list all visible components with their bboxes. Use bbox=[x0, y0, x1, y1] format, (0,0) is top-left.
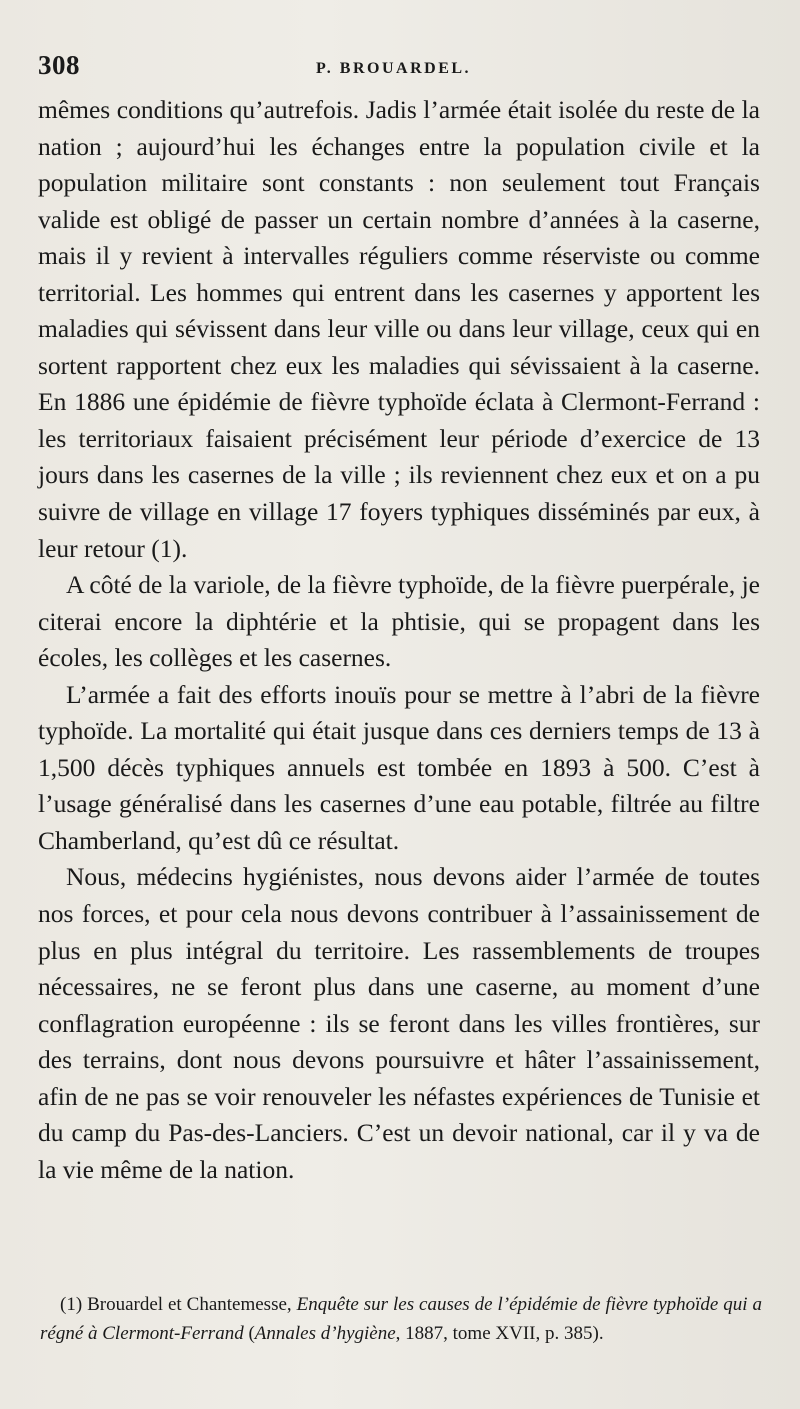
paragraph-hygienistes: Nous, médecins hygiénistes, nous devons aider l’armée de toutes nos forces, et pour cela nous devons contribuer à l’assainissement de plus en plus intégral du territoire. Les rassemblements de troupes nécessaires, ne se feront plus dans une caserne, au moment d’une conflagration européenne : ils se feront dans les villes frontières, sur des terrains, dont nous devons poursuivre et hâter l’assainissement, afin de ne pas se voir renouveler les néfastes expériences de Tunisie et du camp du Pas-des-Lanciers. C’est un devoir national, car il y va de la vie même de la nation. bbox=[38, 862, 760, 1184]
footnote bbox=[40, 1290, 762, 1348]
paragraph-variole: A côté de la variole, de la fièvre typhoïde, de la fièvre puerpérale, je citerai encore la diphtérie et la phtisie, qui se propagent dans les écoles, les collèges et les casernes. bbox=[38, 570, 760, 673]
footnote-authors: Brouardel et Chantemesse, bbox=[87, 1294, 292, 1315]
footnote-journal: Annales d’hygiène bbox=[254, 1323, 396, 1344]
page-number: 308 bbox=[38, 50, 80, 80]
footnote-title: Enquête sur les causes de l’épidémie de fièvre typhoïde qui a régné à Clermont-Ferrand bbox=[40, 1294, 763, 1344]
paragraph-armee: L’armée a fait des efforts inouïs pour se mettre à l’abri de la fièvre typhoïde. La mortalité qui était jusque dans ces derniers temps de 13 à 1,500 décès typhiques annuels est tombée en 1893 à 500. C’est à l’usage généralisé dans les casernes d’une eau potable, filtrée au filtre Chamberland, qu’est dû ce résultat. bbox=[38, 679, 760, 855]
footnote-details: 1887, tome XVII, p. 385). bbox=[405, 1323, 604, 1344]
footnote-open-paren: ( bbox=[248, 1323, 255, 1344]
page-header bbox=[38, 50, 760, 86]
body-text bbox=[38, 92, 760, 1188]
paragraph-continued: mêmes conditions qu’autrefois. Jadis l’armée était isolée du reste de la nation ; aujourd’hui les échanges entre la population civile et la population militaire sont constants : non seulement tout Français valide est obligé de passer un certain nombre d’années à la caserne, mais il y revient à intervalles réguliers comme réserviste ou comme territorial. Les hommes qui entrent dans les casernes y apportent les maladies qui sévissent dans leur ville ou dans leur village, ceux qui en sortent rapportent chez eux les maladies qui sévissaient à la caserne. En 1886 une épidémie de fièvre typhoïde éclata à Clermont-Ferrand : les territoriaux faisaient précisément leur période d’exercice de 13 jours dans les casernes de la ville ; ils reviennent chez eux et on a pu suivre de village en village 17 foyers typhiques disséminés par eux, à leur retour (1). bbox=[38, 95, 760, 563]
footnote-marker: (1) bbox=[60, 1294, 83, 1315]
footnote-comma: , bbox=[395, 1323, 406, 1344]
running-head: P. BROUARDEL. bbox=[316, 60, 472, 77]
